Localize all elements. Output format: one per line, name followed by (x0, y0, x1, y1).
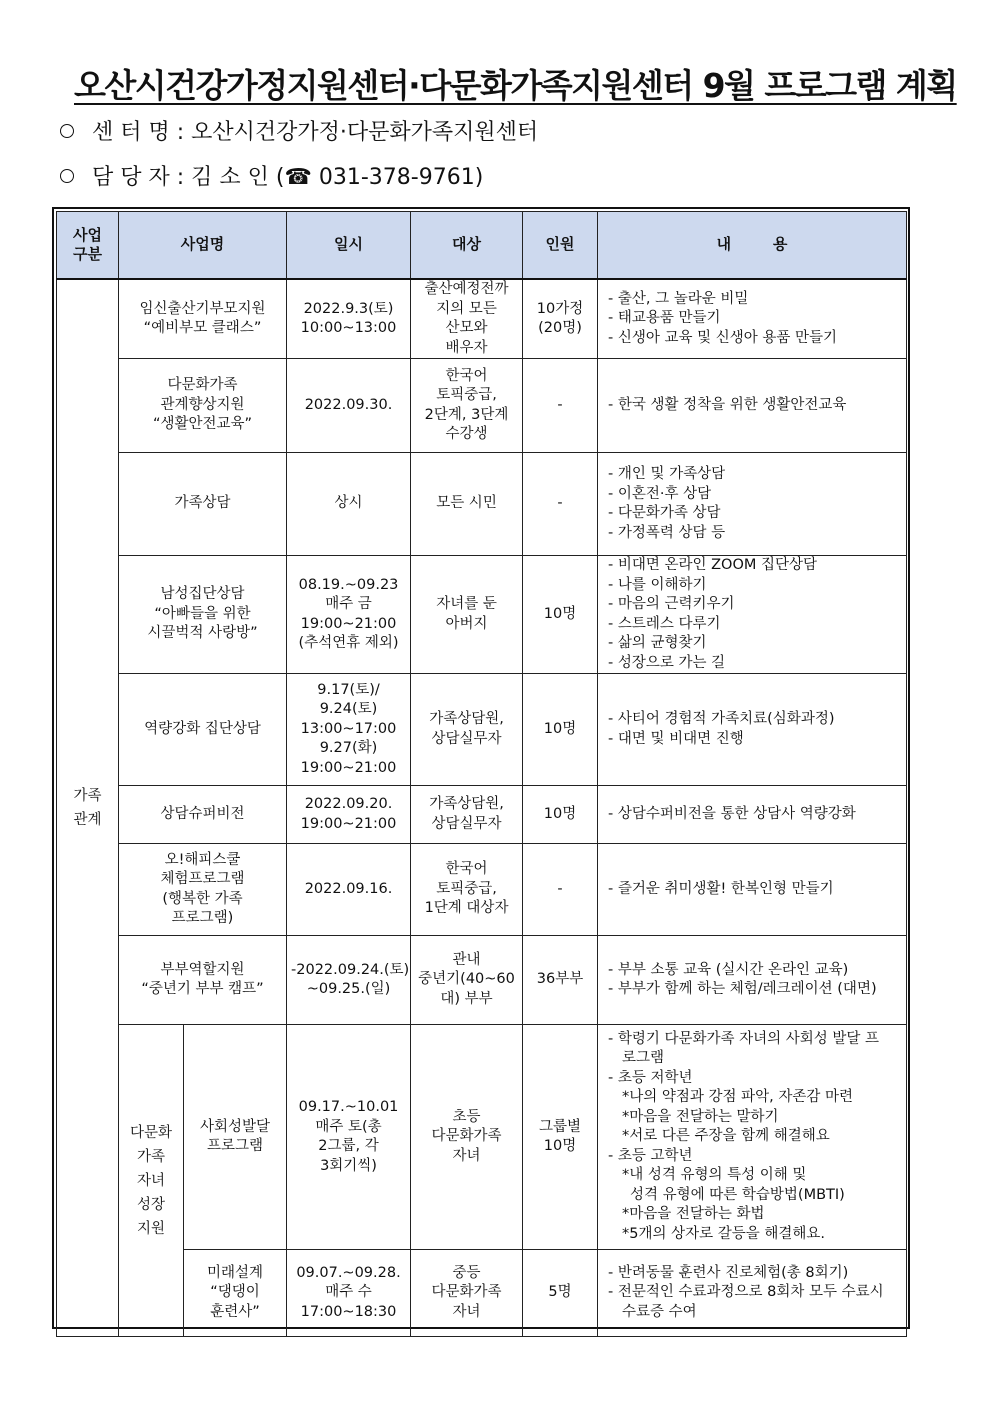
program-content (598, 453, 907, 556)
program-count-line: (20명) (538, 320, 582, 336)
header-target: 대상 (411, 212, 523, 280)
program-target (411, 1025, 523, 1250)
program-content-line: *나의 약점과 강점 파악, 자존감 마련 (622, 1089, 854, 1106)
program-count (523, 674, 598, 786)
program-date-line: 2022.09.20. (304, 796, 393, 812)
header-division: 사업 구분 (57, 212, 119, 280)
program-content-line: - 태교용품 만들기 (608, 310, 721, 327)
program-name-line: “중년기 부부 캠프” (141, 981, 264, 997)
program-content-line: - 학령기 다문화가족 자녀의 사회성 발달 프 (608, 1030, 880, 1047)
program-name-line: “댕댕이 (210, 1284, 260, 1301)
program-target-line: 모든 시민 (436, 495, 497, 512)
program-target-line: 산모와 (445, 320, 488, 336)
program-content-line: - 출산, 그 놀라운 비밀 (608, 290, 749, 307)
program-target-line: 대) 부부 (440, 990, 493, 1007)
program-content-line: *마음을 전달하는 말하기 (622, 1108, 779, 1125)
program-target-line: 아버지 (445, 615, 488, 632)
program-content-line: 로그램 (622, 1050, 665, 1067)
program-date-line: 10:00~13:00 (300, 320, 397, 336)
program-name-line: “생활안전교육” (152, 416, 253, 433)
program-target-line: 2단계, 3단계 (424, 406, 509, 423)
table-row (57, 786, 907, 844)
program-target-line: 다문화가족 (431, 1284, 502, 1301)
program-name (184, 1025, 287, 1250)
program-date-line: 09.17.~10.01 (298, 1099, 399, 1115)
program-date-line: 08.19.~09.23 (298, 576, 399, 593)
program-target-line: 지의 모든 (436, 300, 497, 317)
program-content-line: - 스트레스 다루기 (608, 615, 721, 632)
table-row (57, 1250, 907, 1337)
program-target-line: 1단계 대상자 (424, 900, 509, 917)
program-date-line: 2022.9.3(토) (303, 300, 394, 317)
program-date (287, 1025, 411, 1250)
program-target-line: 한국어 (445, 367, 488, 384)
table-row (57, 279, 907, 359)
program-date-line: 매주 금 (325, 596, 372, 612)
manager-value: 김 소 인 (☎ 031-378-9761) (191, 165, 484, 190)
program-content (598, 786, 907, 844)
program-count-line: 10명 (543, 605, 577, 622)
program-target-line: 배우자 (445, 339, 488, 356)
program-date-line: 2022.09.16. (304, 880, 393, 897)
manager-info (60, 163, 483, 193)
program-count (523, 279, 598, 359)
program-content-line: *5개의 상자로 갈등을 해결해요. (622, 1225, 826, 1242)
program-content-line: - 부부 소통 교육 (실시간 온라인 교육) (608, 961, 849, 978)
program-target-line: 중등 (452, 1264, 481, 1281)
program-date (287, 556, 411, 674)
program-name-line: 남성집단상담 (160, 586, 245, 603)
program-date-line: 19:00~21:00 (300, 615, 397, 632)
program-target-line: 한국어 (445, 861, 488, 878)
program-date-line: 09.07.~09.28. (296, 1264, 401, 1281)
program-target (411, 674, 523, 786)
program-date (287, 674, 411, 786)
program-date-line: 19:00~21:00 (300, 815, 397, 832)
program-content-line: - 삶의 균형찾기 (608, 635, 707, 651)
program-date (287, 453, 411, 556)
program-target (411, 1250, 523, 1337)
program-count-line: 10가정 (536, 300, 584, 317)
program-name-line: 부부역할지원 (160, 961, 245, 978)
program-date-line: (추석연휴 제외) (298, 635, 399, 651)
program-name-line: 프로그램) (171, 910, 234, 926)
program-name-line: 상담슈퍼비전 (160, 805, 245, 822)
program-target-line: 가족상담원, (429, 796, 504, 812)
bullet-circle-icon (60, 169, 74, 183)
program-content-line: - 상담수퍼비전을 통한 상담사 역량강화 (608, 805, 856, 822)
table-row (57, 453, 907, 556)
program-name-line: “아빠들을 위한 (154, 605, 251, 622)
header-program: 사업명 (119, 212, 287, 280)
program-count (523, 359, 598, 453)
program-name (119, 936, 287, 1025)
program-content-line: - 대면 및 비대면 진행 (608, 730, 744, 747)
program-target-line: 토픽중급, (436, 880, 497, 897)
program-target-line: 출산예정전까 (424, 281, 509, 297)
program-target (411, 279, 523, 359)
program-content-line: 수료증 수여 (622, 1303, 697, 1320)
table-row (57, 844, 907, 936)
program-target (411, 453, 523, 556)
program-count-line: - (557, 396, 563, 413)
program-date-line: 19:00~21:00 (300, 759, 397, 776)
program-content-line: - 나를 이해하기 (608, 576, 707, 593)
program-table-frame (52, 207, 910, 1329)
program-count-line: 10명 (543, 720, 577, 737)
program-date (287, 786, 411, 844)
program-date (287, 279, 411, 359)
program-content-line: - 이혼전·후 상담 (608, 485, 712, 502)
program-count (523, 453, 598, 556)
program-content-line: *서로 다른 주장을 함께 해결해요 (622, 1128, 830, 1145)
program-name-line: 오!해피스쿨 (164, 851, 241, 868)
bullet-circle-icon (60, 124, 74, 138)
program-content-line: - 개인 및 가족상담 (608, 466, 726, 482)
program-table (56, 211, 907, 1337)
program-content-line: - 마음의 근력키우기 (608, 596, 735, 612)
program-content (598, 359, 907, 453)
program-name (119, 786, 287, 844)
program-name (119, 556, 287, 674)
program-date-line: 17:00~18:30 (300, 1303, 397, 1320)
program-content-line: - 비대면 온라인 ZOOM 집단상담 (608, 557, 818, 573)
program-content-line: - 성장으로 가는 길 (608, 654, 726, 671)
program-content-line: - 한국 생활 정착을 위한 생활안전교육 (608, 396, 847, 413)
table-row (57, 1025, 907, 1250)
program-target-line: 수강생 (445, 426, 488, 442)
program-target-line: 자녀 (452, 1147, 481, 1164)
program-target-line: 가족상담원, (429, 711, 504, 727)
program-count (523, 844, 598, 936)
program-content-line: - 부부가 함께 하는 체험/레크레이션 (대면) (608, 981, 877, 997)
program-count-line: 10명 (543, 1138, 577, 1154)
program-date-line: 3회기씩) (320, 1157, 377, 1174)
table-row (57, 556, 907, 674)
program-target (411, 359, 523, 453)
program-name-line: 체험프로그램 (160, 871, 245, 887)
program-content-line: - 다문화가족 상담 (608, 505, 721, 521)
program-count-line: - (557, 880, 563, 897)
program-content-line: 성격 유형에 따른 학습방법(MBTI) (630, 1186, 845, 1203)
program-content-line: - 초등 고학년 (608, 1147, 693, 1164)
program-name-line: 임신출산기부모지원 (139, 300, 266, 317)
program-count (523, 1025, 598, 1250)
program-content (598, 844, 907, 936)
program-name (119, 359, 287, 453)
table-row (57, 674, 907, 786)
header-content: 내 용 (598, 212, 907, 280)
header-count: 인원 (523, 212, 598, 280)
program-name-line: 역량강화 집단상담 (144, 720, 261, 737)
program-content-line: - 반려동물 훈련사 진로체험(총 8회기) (608, 1264, 849, 1281)
program-date-line: ~09.25.(일) (306, 981, 391, 997)
program-target-line: 토픽중급, (436, 387, 497, 403)
subdivision-multicultural-children: 다문화 가족 자녀 성장 지원 (119, 1025, 184, 1337)
program-target (411, 936, 523, 1025)
program-date-line: 매주 수 (325, 1284, 372, 1301)
program-count-line: 36부부 (536, 971, 584, 988)
program-content-line: - 신생아 교육 및 신생아 용품 만들기 (608, 329, 837, 346)
program-date-line: 9.17(토)/ (317, 681, 380, 698)
program-target-line: 자녀를 둔 (436, 596, 497, 612)
program-target-line: 초등 (452, 1108, 481, 1125)
table-row (57, 359, 907, 453)
program-count-line: 5명 (548, 1284, 572, 1301)
program-content-line: *내 성격 유형의 특성 이해 및 (622, 1167, 807, 1184)
program-name (184, 1250, 287, 1337)
center-info (60, 118, 538, 148)
program-date-line: -2022.09.24.(토) (291, 961, 410, 978)
program-name-line: 사회성발달 (199, 1118, 271, 1135)
program-content (598, 674, 907, 786)
program-target-line: 자녀 (452, 1303, 481, 1320)
program-target (411, 556, 523, 674)
program-target (411, 786, 523, 844)
program-content (598, 1025, 907, 1250)
program-count-line: 그룹별 (539, 1118, 582, 1135)
program-content-line: - 즐거운 취미생활! 한복인형 만들기 (608, 880, 834, 897)
program-date-line: 매주 토(총 (315, 1118, 382, 1135)
center-label: 센 터 명 : (92, 120, 185, 145)
program-count (523, 556, 598, 674)
program-date (287, 359, 411, 453)
program-count (523, 1250, 598, 1337)
program-name (119, 674, 287, 786)
program-name-line: 관계향상지원 (160, 396, 245, 413)
program-name (119, 844, 287, 936)
program-content (598, 936, 907, 1025)
program-name-line: 미래설계 (206, 1264, 264, 1281)
program-date-line: 상시 (334, 495, 363, 512)
program-target-line: 중년기(40~60 (418, 971, 515, 988)
table-header-row (57, 212, 907, 280)
program-content-line: - 가정폭력 상담 등 (608, 524, 726, 541)
program-date (287, 1250, 411, 1337)
header-date: 일시 (287, 212, 411, 280)
program-date-line: 2022.09.30. (304, 396, 393, 413)
program-content-line: - 초등 저학년 (608, 1069, 693, 1086)
program-name (119, 453, 287, 556)
center-value: 오산시건강가정·다문화가족지원센터 (191, 120, 539, 145)
program-name-line: (행복한 가족 (162, 890, 243, 907)
program-date-line: 2그룹, 각 (318, 1138, 379, 1154)
program-name-line: 프로그램 (206, 1138, 264, 1154)
program-name-line: 가족상담 (174, 495, 231, 512)
program-content (598, 279, 907, 359)
program-name-line: 다문화가족 (167, 377, 238, 394)
program-count-line: 10명 (543, 805, 577, 822)
division-family-relations: 가족 관계 (57, 279, 119, 1337)
program-name (119, 279, 287, 359)
program-content-line: - 전문적인 수료과정으로 8회차 모두 수료시 (608, 1284, 884, 1301)
program-target-line: 관내 (452, 951, 481, 968)
program-target-line: 상담실무자 (431, 730, 502, 747)
program-target (411, 844, 523, 936)
program-date-line: 9.24(토) (319, 701, 378, 718)
manager-label: 담 당 자 : (92, 165, 185, 190)
program-date (287, 936, 411, 1025)
program-date (287, 844, 411, 936)
program-count (523, 786, 598, 844)
table-row (57, 936, 907, 1025)
program-date-line: 13:00~17:00 (300, 720, 397, 737)
program-count-line: - (557, 495, 563, 512)
program-name-line: 시끌벅적 사랑방” (147, 625, 258, 642)
program-target-line: 상담실무자 (431, 815, 502, 832)
program-count (523, 936, 598, 1025)
program-content (598, 1250, 907, 1337)
program-date-line: 9.27(화) (319, 740, 378, 757)
program-content-line: - 사티어 경험적 가족치료(심화과정) (608, 711, 835, 727)
program-content-line: *마음을 전달하는 화법 (622, 1206, 765, 1223)
program-name-line: 훈련사” (210, 1303, 260, 1320)
program-content (598, 556, 907, 674)
program-name-line: “예비부모 클래스” (143, 320, 262, 336)
page-title: 오산시건강가정지원센터·다문화가족지원센터 9월 프로그램 계획 (74, 66, 957, 105)
program-target-line: 다문화가족 (431, 1128, 502, 1145)
